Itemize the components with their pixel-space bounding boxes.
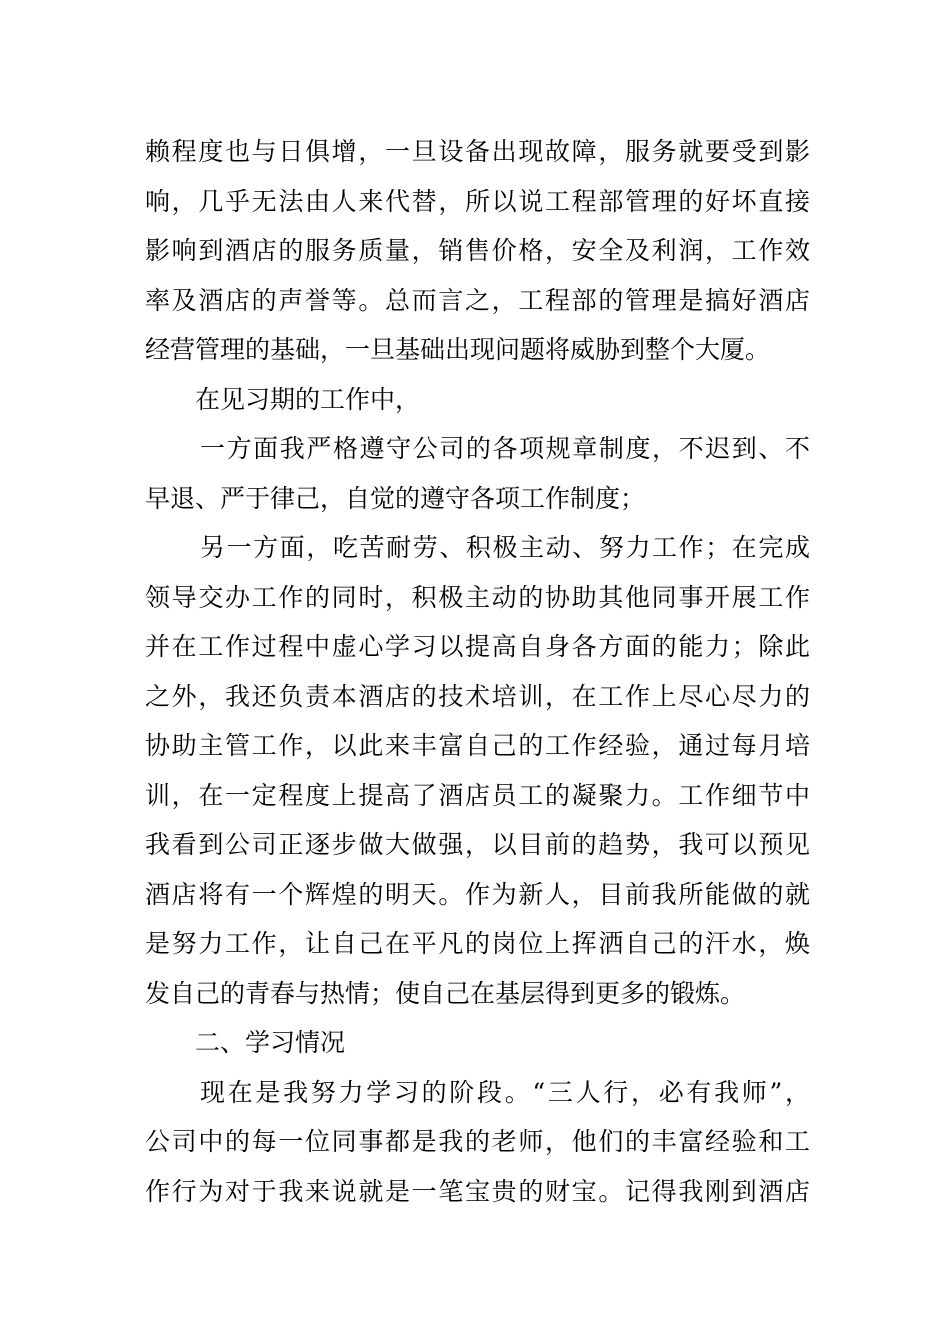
text-line: 现在是我努力学习的阶段。“三人行，必有我师”， bbox=[200, 1077, 810, 1107]
text-line: 酒店将有一个辉煌的明天。作为新人，目前我所能做的就 bbox=[145, 879, 810, 909]
text-line: 协助主管工作，以此来丰富自己的工作经验，通过每月培 bbox=[145, 731, 810, 760]
text-line: 领导交办工作的同时，积极主动的协助其他同事开展工作 bbox=[145, 582, 810, 612]
text-line: 响，几乎无法由人来代替，所以说工程部管理的好坏直接 bbox=[145, 186, 810, 216]
text-line: 一方面我严格遵守公司的各项规章制度，不迟到、不 bbox=[200, 434, 810, 463]
text-line: 另一方面，吃苦耐劳、积极主动、努力工作；在完成 bbox=[200, 533, 810, 562]
text-line: 发自己的青春与热情；使自己在基层得到更多的锻炼。 bbox=[145, 978, 746, 1008]
text-line: 并在工作过程中虚心学习以提高自身各方面的能力；除此 bbox=[145, 632, 810, 661]
text-line: 训，在一定程度上提高了酒店员工的凝聚力。工作细节中 bbox=[145, 780, 810, 810]
text-line: 我看到公司正逐步做大做强，以目前的趋势，我可以预见 bbox=[145, 830, 810, 859]
text-line: 经营管理的基础，一旦基础出现问题将威胁到整个大厦。 bbox=[145, 335, 771, 364]
text-line: 公司中的每一位同事都是我的老师，他们的丰富经验和工 bbox=[145, 1127, 810, 1156]
section-heading: 二、学习情况 bbox=[195, 1028, 346, 1057]
body-text bbox=[145, 127, 810, 1216]
text-line: 是努力工作，让自己在平凡的岗位上挥洒自己的汗水，焕 bbox=[145, 929, 810, 958]
text-line: 早退、严于律己，自觉的遵守各项工作制度； bbox=[145, 483, 646, 513]
text-line: 在见习期的工作中， bbox=[195, 384, 421, 414]
text-line: 赖程度也与日俱增，一旦设备出现故障，服务就要受到影 bbox=[145, 137, 810, 166]
text-line: 率及酒店的声誉等。总而言之，工程部的管理是搞好酒店 bbox=[145, 285, 810, 315]
text-line: 之外，我还负责本酒店的技术培训，在工作上尽心尽力的 bbox=[145, 681, 810, 711]
text-line: 影响到酒店的服务质量，销售价格，安全及利润，工作效 bbox=[145, 236, 810, 265]
text-line: 作行为对于我来说就是一笔宝贵的财宝。记得我刚到酒店 bbox=[145, 1176, 810, 1206]
